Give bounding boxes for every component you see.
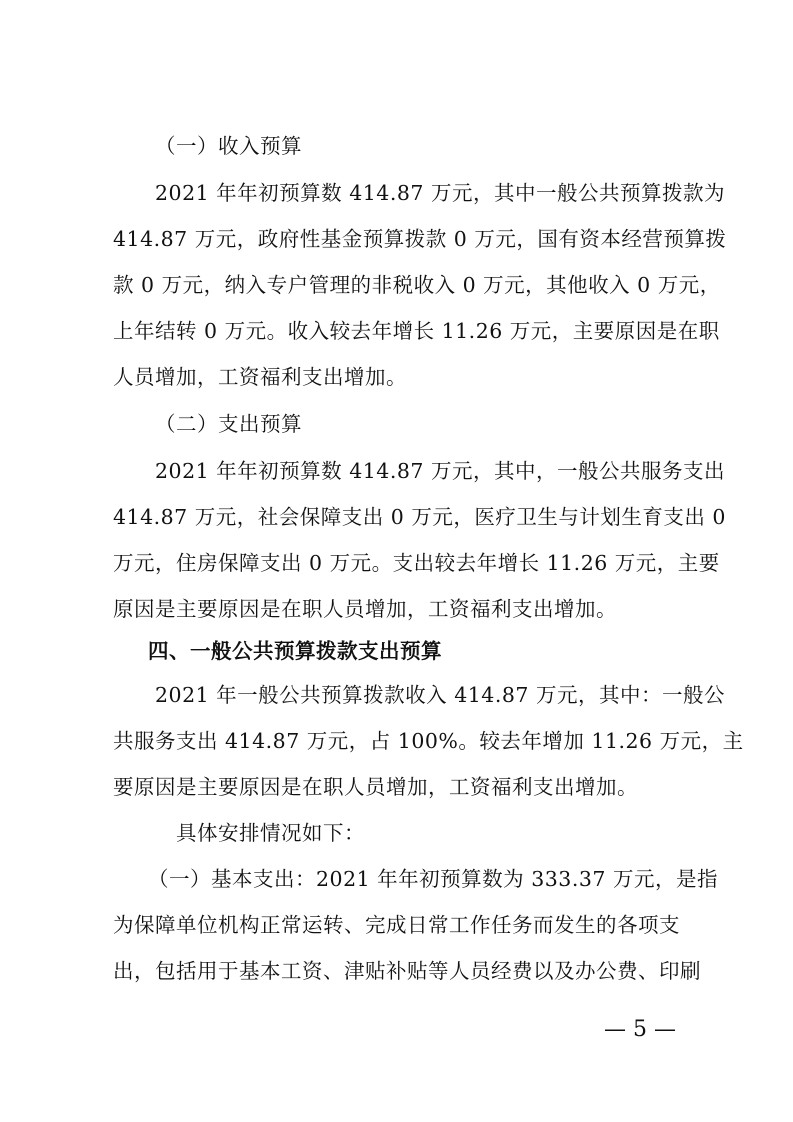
paragraph-line: 共服务支出 414.87 万元，占 100%。较去年增加 11.26 万元，主: [113, 729, 744, 753]
paragraph-line: 为保障单位机构正常运转、完成日常工作任务而发生的各项支: [113, 913, 680, 937]
section-heading-general-budget: 四、一般公共预算拨款支出预算: [148, 639, 442, 663]
paragraph-line: 要原因是主要原因是在职人员增加，工资福利支出增加。: [113, 775, 638, 799]
page-number: — 5 —: [604, 1017, 676, 1042]
paragraph-line: 2021 年一般公共预算拨款收入 414.87 万元，其中：一般公: [155, 683, 725, 707]
arrangement-intro: 具体安排情况如下：: [176, 821, 365, 845]
paragraph-line: 人员增加，工资福利支出增加。: [113, 365, 407, 389]
paragraph-line: 414.87 万元，政府性基金预算拨款 0 万元，国有资本经营预算拨: [113, 227, 727, 251]
paragraph-line: 款 0 万元，纳入专户管理的非税收入 0 万元，其他收入 0 万元，: [113, 273, 721, 297]
paragraph-line: 414.87 万元，社会保障支出 0 万元，医疗卫生与计划生育支出 0: [113, 505, 726, 529]
section-heading-expense: （二）支出预算: [155, 412, 302, 436]
paragraph-line: （一）基本支出：2021 年年初预算数为 333.37 万元，是指: [148, 867, 718, 891]
paragraph-line: 2021 年年初预算数 414.87 万元，其中，一般公共服务支出: [155, 459, 725, 483]
paragraph-line: 出，包括用于基本工资、津贴补贴等人员经费以及办公费、印刷: [113, 959, 701, 983]
paragraph-line: 原因是主要原因是在职人员增加，工资福利支出增加。: [113, 597, 617, 621]
paragraph-line: 2021 年年初预算数 414.87 万元，其中一般公共预算拨款为: [155, 181, 725, 205]
paragraph-line: 上年结转 0 万元。收入较去年增长 11.26 万元，主要原因是在职: [113, 319, 720, 343]
section-heading-income: （一）收入预算: [155, 134, 302, 158]
paragraph-line: 万元，住房保障支出 0 万元。支出较去年增长 11.26 万元，主要: [113, 551, 720, 575]
